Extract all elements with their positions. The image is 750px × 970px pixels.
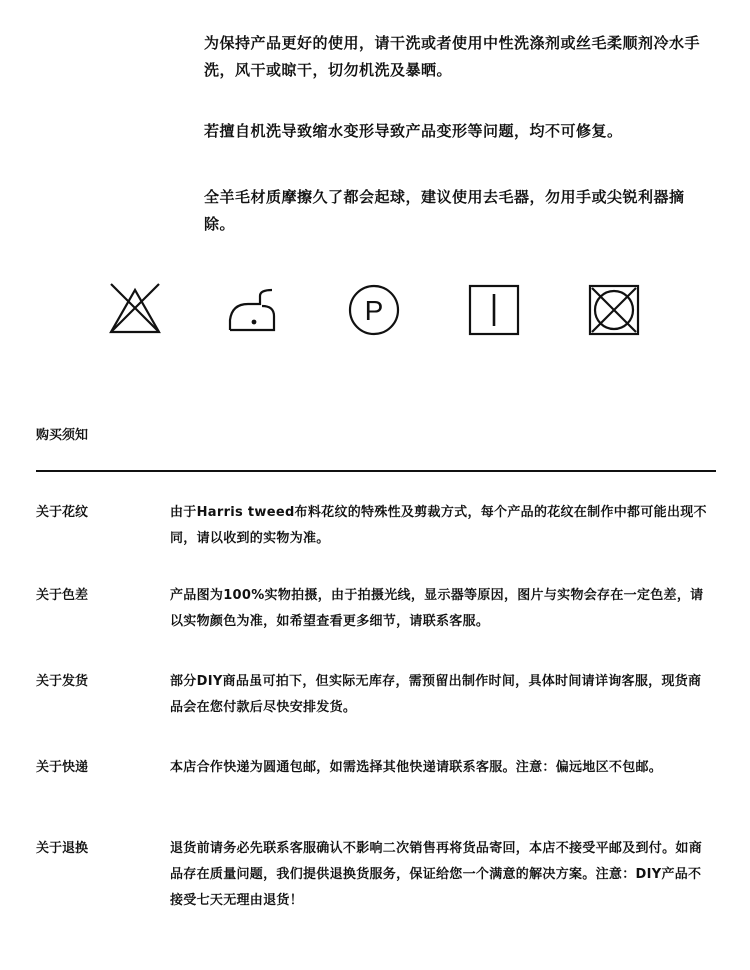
do-not-tumble-dry-icon bbox=[586, 280, 642, 338]
notice-row-label: 关于发货 bbox=[36, 674, 89, 689]
notice-row-text: 本店合作快递为圆通包邮，如需选择其他快递请联系客服。注意：偏远地区不包邮。 bbox=[170, 760, 663, 775]
care-paragraph-wash: 为保持产品更好的使用，请干洗或者使用中性洗涤剂或丝毛柔顺剂冷水手洗，风干或晾干，切勿机洗及暴晒。 bbox=[204, 34, 701, 79]
care-symbols bbox=[0, 280, 750, 340]
notice-row-label: 关于花纹 bbox=[36, 505, 89, 520]
care-paragraph-pilling: 全羊毛材质摩擦久了都会起球，建议使用去毛器，勿用手或尖锐利器摘除。 bbox=[204, 188, 685, 233]
dry-clean-letter: P bbox=[364, 295, 384, 326]
iron-low-heat-icon bbox=[226, 280, 282, 338]
notice-row-text: 部分DIY商品虽可拍下，但实际无库存，需预留出制作时间，具体时间请详询客服，现货商品会在您付款后尽快安排发货。 bbox=[170, 674, 702, 715]
notice-row-label: 关于退换 bbox=[36, 841, 89, 856]
notice-row-text: 退货前请务必先联系客服确认不影响二次销售再将货品寄回，本店不接受平邮及到付。如商品存在质量问题，我们提供退换货服务，保证给您一个满意的解决方案。注意：DIY产品不接受七天无理由退货！ bbox=[170, 841, 703, 908]
notice-row-text: 由于Harris tweed布料花纹的特殊性及剪裁方式，每个产品的花纹在制作中都可能出现不同，请以收到的实物为准。 bbox=[170, 505, 707, 546]
section-divider bbox=[36, 470, 716, 472]
notice-row-label: 关于色差 bbox=[36, 588, 89, 603]
dry-clean-p-icon bbox=[346, 280, 402, 338]
line-dry-icon bbox=[466, 280, 522, 338]
notice-row-label: 关于快递 bbox=[36, 760, 89, 775]
section-title-purchase-notice: 购买须知 bbox=[36, 428, 89, 443]
care-paragraph-machine-wash-warning: 若擅自机洗导致缩水变形导致产品变形等问题，均不可修复。 bbox=[204, 122, 623, 140]
do-not-bleach-icon bbox=[107, 280, 163, 338]
notice-row-text: 产品图为100%实物拍摄，由于拍摄光线，显示器等原因，图片与实物会存在一定色差，请以实物颜色为准，如希望查看更多细节，请联系客服。 bbox=[170, 588, 704, 629]
